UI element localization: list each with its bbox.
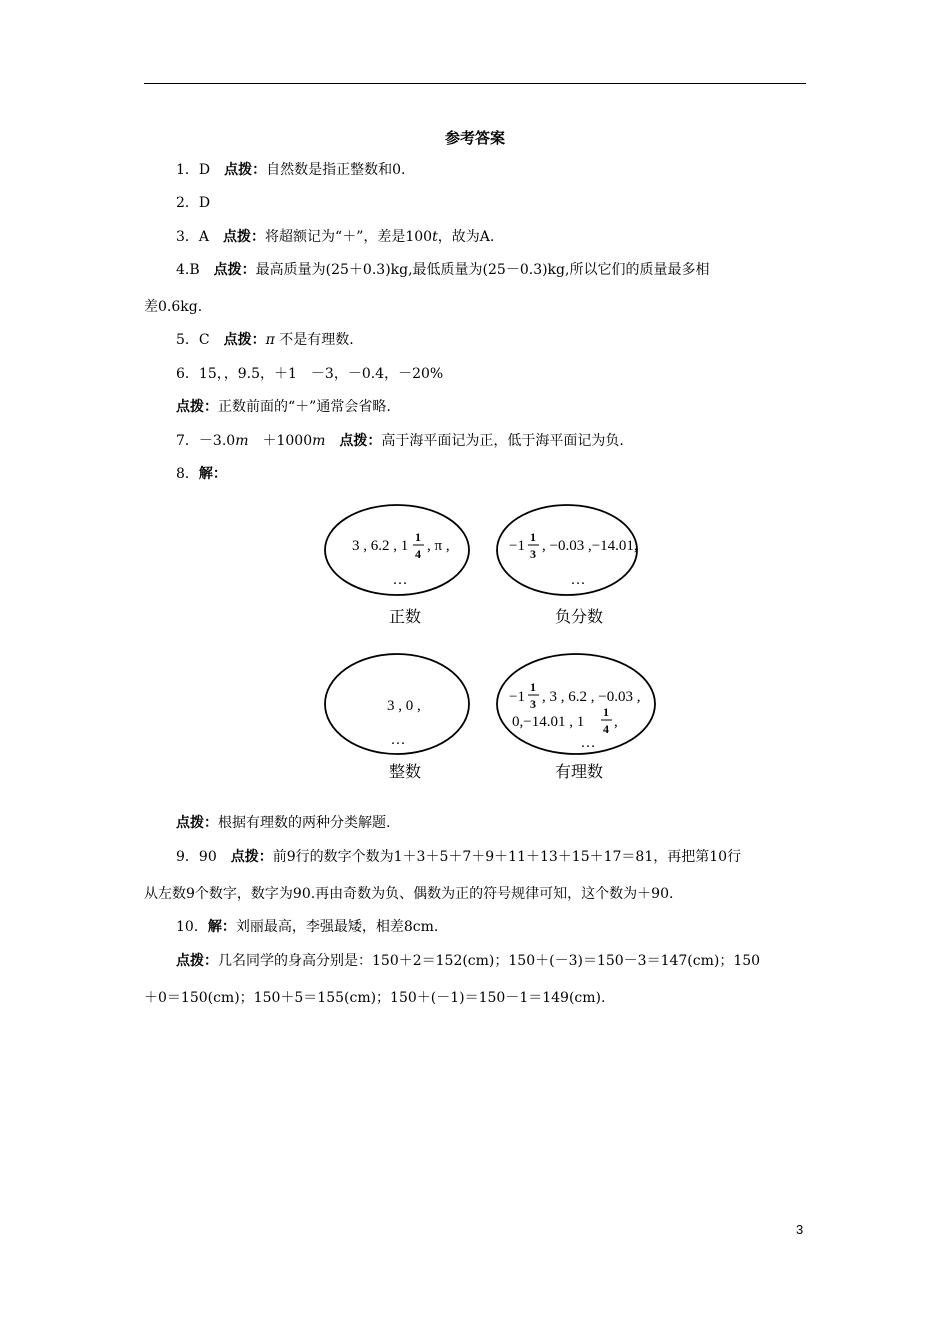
answer-2-num: 2．D <box>176 195 211 211</box>
answer-7-ans-b: ＋1000 <box>262 433 313 449</box>
rational-classification-diagram <box>316 500 676 790</box>
answer-6-hint-label: 点拨： <box>176 399 218 415</box>
rational-line1-a: −1 <box>509 689 525 705</box>
rational-frac1-num: 1 <box>530 680 536 694</box>
answer-4-line1 <box>176 260 709 280</box>
answer-8-hint-line <box>176 813 390 833</box>
answer-4-hint-l2: 差0.6kg. <box>144 299 203 315</box>
answer-10-hint-label: 点拨： <box>176 953 218 969</box>
positive-line1: 3 , 6.2 , 1 <box>352 538 409 554</box>
answer-6-answer: 15，，9.5，＋1 －3，－0.4，－20% <box>198 366 444 382</box>
answer-3-hint-var: t <box>432 229 438 245</box>
neg-fraction-line1-a: −1 <box>509 538 525 554</box>
answer-7-hint: 高于海平面记为正，低于海平面记为负. <box>381 433 624 449</box>
answer-7-hint-label: 点拨： <box>339 433 382 449</box>
answer-5 <box>176 330 354 350</box>
page-number: 3 <box>796 1222 804 1237</box>
page-title: 参考答案 <box>444 129 505 147</box>
rational-frac2-den: 4 <box>603 722 609 736</box>
answer-5-pi: π <box>265 332 275 348</box>
answer-8-hint-label: 点拨： <box>176 815 218 831</box>
answer-4-line2 <box>144 297 202 317</box>
answer-4-hint-l1: 最高质量为(25＋0.3)kg,最低质量为(25－0.3)kg,所以它们的质量最多相 <box>255 262 710 278</box>
answer-10-hint-line1 <box>176 951 760 971</box>
answer-3 <box>176 227 494 247</box>
answer-3-hint-b: ，故为A. <box>437 229 495 245</box>
rational-line2-a: 0,−14.01 , 1 <box>512 714 585 730</box>
integer-ellipsis: … <box>390 732 406 748</box>
answer-2 <box>176 193 210 213</box>
answer-6-num: 6． <box>176 366 199 382</box>
integer-label: 整数 <box>388 762 422 781</box>
answer-10-hint-l2: ＋0＝150(cm)；150＋5＝155(cm)；150＋(－1)＝150－1＝149(cm). <box>144 990 606 1006</box>
answer-4-num: 4.B <box>176 262 200 278</box>
rational-label: 有理数 <box>554 762 604 781</box>
answer-4-hint-label: 点拨： <box>213 262 256 278</box>
answer-6-hint-line <box>176 397 391 417</box>
integer-line1: 3 , 0 , <box>387 698 421 714</box>
answer-5-num: 5．C <box>176 332 210 348</box>
neg-fraction-frac-num: 1 <box>530 530 536 544</box>
answer-9-hint-label: 点拨： <box>230 849 273 865</box>
neg-fraction-frac-den: 3 <box>530 547 536 561</box>
answer-7-unit-a: m <box>235 433 249 449</box>
answer-5-hint: 不是有理数. <box>279 332 354 348</box>
answer-8-hint: 根据有理数的两种分类解题. <box>218 815 391 831</box>
answer-10-answer: 刘丽最高，李强最矮，相差8cm. <box>235 919 439 935</box>
answer-9-hint-l2: 从左数9个数字，数字为90.再由奇数为负、偶数为正的符号规律可知，这个数为＋90. <box>144 886 674 902</box>
answer-1 <box>176 160 406 180</box>
answer-8 <box>176 464 227 484</box>
answer-9-hint-l1: 前9行的数字个数为1＋3＋5＋7＋9＋11＋13＋15＋17＝81，再把第10行 <box>272 849 742 865</box>
answer-10-hint-line2 <box>144 988 605 1008</box>
answer-1-hint: 自然数是指正整数和0. <box>266 162 406 178</box>
answer-7-ans-a: －3.0 <box>198 433 236 449</box>
answer-5-hint-label: 点拨： <box>223 332 266 348</box>
answer-1-hint-label: 点拨： <box>224 162 267 178</box>
answer-10 <box>176 917 438 937</box>
answer-7-unit-b: m <box>312 433 326 449</box>
answer-3-num: 3．A <box>176 229 210 245</box>
positive-label: 正数 <box>388 607 422 626</box>
neg-fraction-label: 负分数 <box>554 607 604 626</box>
answer-10-hint-l1: 几名同学的身高分别是：150＋2＝152(cm)；150＋(－3)＝150－3＝147(cm)；150 <box>218 953 761 969</box>
positive-ellipsis: … <box>392 572 408 588</box>
answer-9-line1 <box>176 847 741 867</box>
answer-8-solve-label: 解： <box>198 466 227 482</box>
answer-1-num: 1．D <box>176 162 211 178</box>
answer-7 <box>176 431 624 451</box>
answer-10-solve-label: 解： <box>207 919 236 935</box>
answer-8-num: 8． <box>176 466 199 482</box>
rational-frac2-num: 1 <box>603 705 609 719</box>
answer-6-hint: 正数前面的“＋”通常会省略. <box>218 399 391 415</box>
answer-9-line2 <box>144 884 673 904</box>
rational-line1-b: , 3 , 6.2 , −0.03 , <box>542 689 641 705</box>
neg-fraction-ellipsis: … <box>570 572 586 588</box>
answer-7-num: 7． <box>176 433 199 449</box>
positive-line1-end: , π , <box>427 538 450 554</box>
header-rule <box>144 83 806 84</box>
neg-fraction-line1-b: , −0.03 ,−14.01, <box>542 538 638 554</box>
rational-line2-b: , <box>614 714 618 730</box>
positive-frac-den: 4 <box>415 547 421 561</box>
rational-frac1-den: 3 <box>530 697 536 711</box>
answer-10-num: 10． <box>176 919 208 935</box>
answer-3-hint-a: 将超额记为“＋”，差是100 <box>265 229 433 245</box>
positive-frac-num: 1 <box>415 530 421 544</box>
rational-ellipsis: … <box>580 735 596 751</box>
answer-6 <box>176 364 443 384</box>
answer-3-hint-label: 点拨： <box>223 229 266 245</box>
answer-9-num: 9．90 <box>176 849 217 865</box>
